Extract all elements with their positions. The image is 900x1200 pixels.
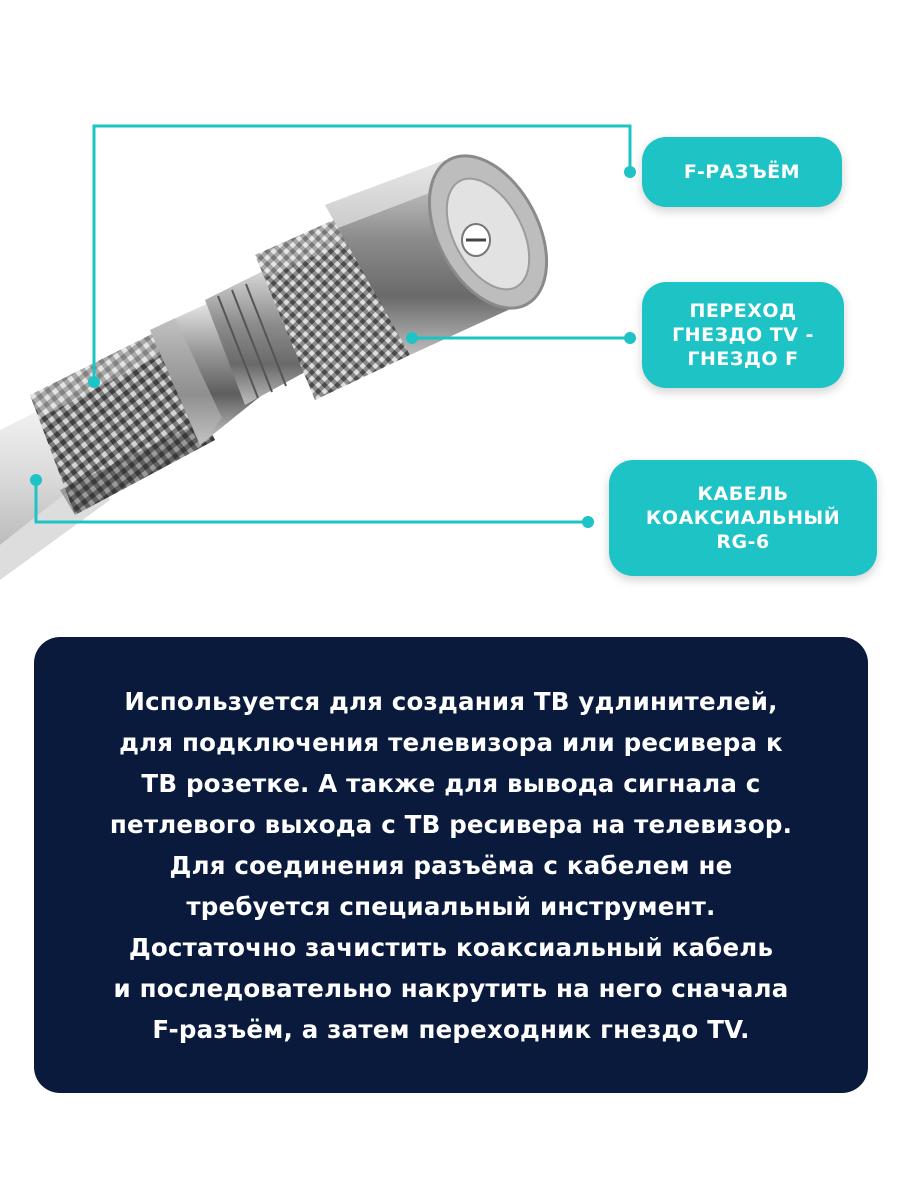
- description-line: для подключения телевизора или ресивера к: [119, 727, 783, 757]
- label-cable: [609, 460, 877, 576]
- label-f-connector-text: F-РАЗЪЁМ: [683, 160, 801, 183]
- label-adapter-line: ГНЕЗДО TV -: [672, 323, 814, 346]
- description-line: и последовательно накрутить на него сначала: [113, 973, 789, 1003]
- description-line: петлевого выхода с ТВ ресивера на телевизор.: [109, 809, 793, 839]
- description-line: Используется для создания ТВ удлинителей,: [124, 686, 778, 716]
- label-cable-line: КАБЕЛЬ: [697, 482, 789, 505]
- description-line: ТВ розетке. А также для вывода сигнала с: [141, 768, 761, 798]
- description-line: Для соединения разъёма с кабелем не: [169, 850, 733, 880]
- description-line: требуется специальный инструмент.: [186, 891, 716, 921]
- label-cable-line: КОАКСИАЛЬНЫЙ: [645, 506, 841, 529]
- label-f-connector: [642, 137, 842, 207]
- description-panel: [34, 637, 868, 1093]
- label-adapter: [642, 282, 844, 388]
- description-line: Достаточно зачистить коаксиальный кабель: [128, 932, 774, 962]
- label-adapter-line: ГНЕЗДО F: [687, 348, 799, 371]
- description-text: [110, 681, 792, 1050]
- description-line: F-разъём, а затем переходник гнездо TV.: [152, 1014, 750, 1044]
- label-cable-line: RG-6: [716, 531, 770, 554]
- label-adapter-line: ПЕРЕХОД: [689, 299, 797, 322]
